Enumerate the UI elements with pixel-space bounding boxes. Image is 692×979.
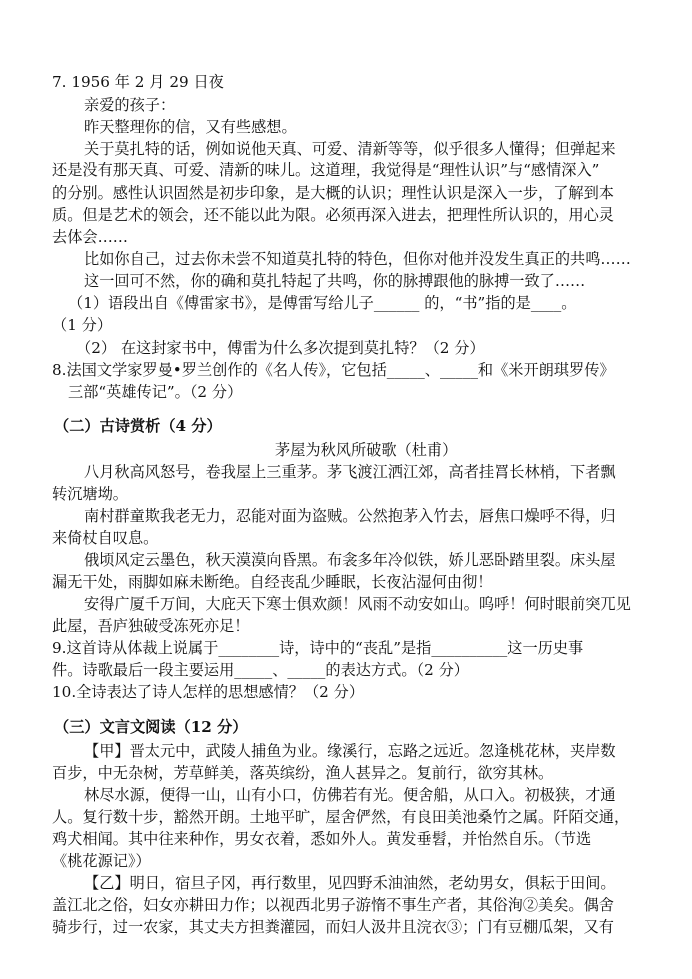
passage-yi: 骑步行，过一农家，其丈夫方担粪灌园，而妇人汲井且浣衣③；门有豆棚瓜架，又有 — [52, 918, 614, 936]
question-9-cont: 件。诗歌最后一段主要运用_____、_____的表达方式。（2 分） — [52, 661, 469, 679]
letter-paragraph: 还是没有那天真、可爱、清新的味儿。这道理，我觉得是“理性认识”与“感情深入” — [52, 161, 600, 179]
question-8: 8.法国文学家罗曼•罗兰创作的《名人传》，它包括_____、_____和《米开朗琪罗传》 — [52, 361, 615, 379]
question-7-date: 7. 1956 年 2 月 29 日夜 — [52, 73, 224, 91]
question-7-1-score: （1 分） — [52, 316, 113, 334]
letter-paragraph: 的分别。感性认识固然是初步印象，是大概的认识；理性认识是深入一步，了解到本 — [52, 184, 614, 202]
poem-stanza: 南村群童欺我老无力，忍能对面为盗贼。公然抱茅入竹去，唇焦口燥呼不得，归 — [84, 507, 616, 525]
letter-paragraph: 去体会…… — [52, 228, 128, 246]
poem-stanza: 漏无干处，雨脚如麻未断绝。自经丧乱少睡眠，长夜沾湿何由彻！ — [52, 573, 493, 591]
poem-stanza: 转沉塘坳。 — [52, 485, 128, 503]
question-7-2: （2） 在这封家书中，傅雷为什么多次提到莫扎特？（2 分） — [76, 339, 485, 357]
poem-title: 茅屋为秋风所破歌（杜甫） — [275, 441, 458, 459]
poem-stanza: 此屋，吾庐独破受冻死亦足！ — [52, 617, 250, 635]
poem-stanza: 安得广厦千万间，大庇天下寒士俱欢颜！风雨不动安如山。呜呼！何时眼前突兀见 — [84, 595, 631, 613]
passage-jia: 鸡犬相闻。其中往来种作，男女衣着，悉如外人。黄发垂髫，并怡然自乐。（节选 — [52, 830, 592, 848]
poem-stanza: 俄顷风定云墨色，秋天漠漠向昏黑。布衾多年冷似铁，娇儿恶卧踏里裂。床头屋 — [84, 551, 616, 569]
passage-yi: 【乙】明日，宿旦子冈，再行数里，见四野禾油油然，老幼男女，俱耘于田间。 — [84, 874, 616, 892]
question-10: 10.全诗表达了诗人怎样的思想感情？（2 分） — [52, 683, 365, 701]
question-8-cont: 三部“英雄传记”。（2 分） — [68, 383, 243, 401]
passage-yi: 盖江北之俗，妇女亦耕田力作；以视西北男子游惰不事生产者，其俗洵②美矣。偶舍 — [52, 896, 614, 914]
question-9: 9.这首诗从体裁上说属于________诗，诗中的“丧乱”是指__________这一历史事 — [52, 639, 584, 657]
section-heading-classical: （三）文言文阅读（12 分） — [54, 718, 248, 736]
letter-paragraph: 比如你自己，过去你未尝不知道莫扎特的特色，但你对他并没发生真正的共鸣…… — [84, 250, 631, 268]
section-heading-poetry: （二）古诗赏析（4 分） — [54, 417, 222, 435]
letter-paragraph: 关于莫扎特的话，例如说他天真、可爱、清新等等，似乎很多人懂得；但弹起来 — [84, 140, 616, 158]
poem-stanza: 八月秋高风怒号，卷我屋上三重茅。茅飞渡江洒江郊，高者挂罥长林梢，下者飘 — [84, 463, 616, 481]
letter-paragraph: 昨天整理你的信，又有些感想。 — [84, 118, 297, 136]
letter-salutation: 亲爱的孩子： — [84, 96, 176, 114]
letter-paragraph: 这一回可不然，你的确和莫扎特起了共鸣，你的脉搏跟他的脉搏一致了…… — [84, 272, 586, 290]
letter-paragraph: 质。但是艺术的领会，还不能以此为限。必须再深入进去，把理性所认识的，用心灵 — [52, 206, 614, 224]
question-7-1: （1）语段出自《傅雷家书》，是傅雷写给儿子______ 的，“书”指的是____。 — [68, 294, 577, 312]
passage-jia: 百步，中无杂树，芳草鲜美，落英缤纷，渔人甚异之。复前行，欲穷其林。 — [52, 764, 554, 782]
poem-stanza: 来倚杖自叹息。 — [52, 529, 159, 547]
passage-jia-source: 《桃花源记》） — [52, 852, 151, 870]
passage-jia: 【甲】晋太元中，武陵人捕鱼为业。缘溪行，忘路之远近。忽逢桃花林，夹岸数 — [84, 742, 616, 760]
passage-jia: 林尽水源，便得一山，山有小口，仿佛若有光。便舍船，从口入。初极狭，才通 — [84, 786, 616, 804]
passage-jia: 人。复行数十步，豁然开朗。土地平旷，屋舍俨然，有良田美池桑竹之属。阡陌交通， — [52, 808, 630, 826]
